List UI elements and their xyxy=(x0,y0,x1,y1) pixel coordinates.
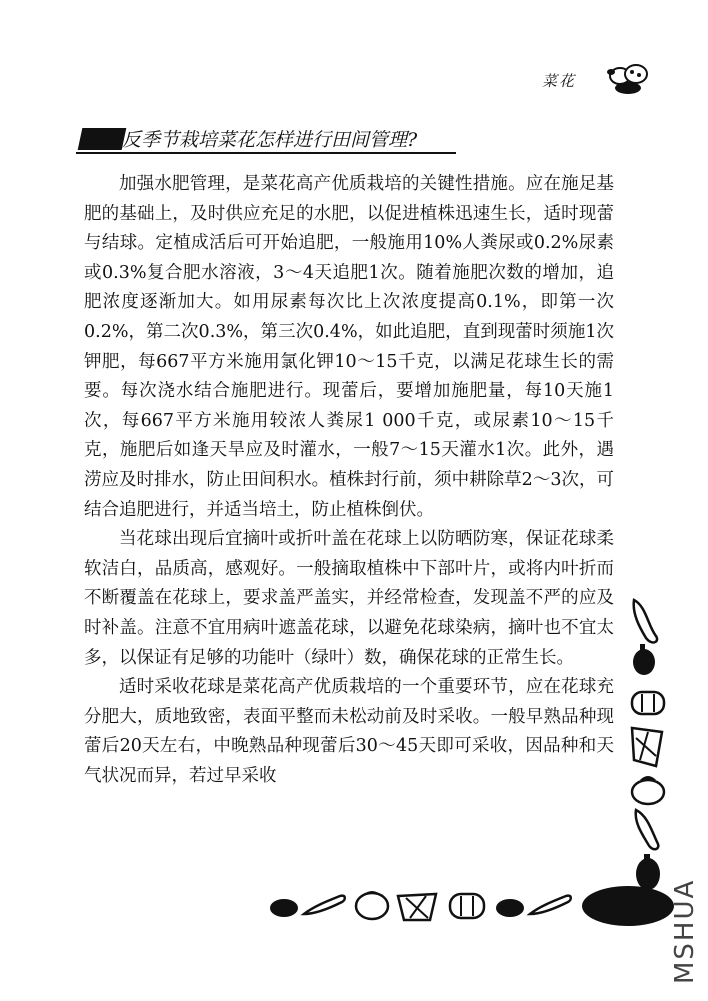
paragraph: 加强水肥管理，是菜花高产优质栽培的关键性措施。应在施足基肥的基础上，及时供应充足的水肥，以促进植株迅速生长，适时现蕾与结球。定植成活后可开始追肥，一般施用10%人粪尿或0.2%尿素或0.3%复合肥水溶液，3～4天追肥1次。随着施肥次数的增加，追肥浓度逐渐加大。如用尿素每次比上次浓度提高0.1%，即第一次0.2%，第二次0.3%，第三次0.4%，如此追肥，直到现蕾时须施1次钾肥，每667平方米施用氯化钾10～15千克，以满足花球生长的需要。每次浇水结合施肥进行。现蕾后，要增加施肥量，每10天施1次，每667平方米施用较浓人粪尿1 000千克，或尿素10～15千克，施肥后如逢天旱应及时灌水，一般7～15天灌水1次。此外，遇涝应及时排水，防止田间积水。植株封行前，须中耕除草2～3次，可结合追肥进行，并适当培土，防止植株倒伏。 xyxy=(84,174,614,520)
vegetable-row-icon xyxy=(260,880,680,930)
running-header: 菜花 xyxy=(542,72,577,90)
body-text xyxy=(84,170,614,791)
watermark-text: MSHUA xyxy=(670,878,700,984)
vegetable-cluster-icon xyxy=(606,62,652,96)
paragraph: 适时采收花球是菜花高产优质栽培的一个重要环节，应在花球充分肥大，质地致密，表面平整而未松动前及时采收。一般早熟品种现蕾后20天左右，中晚熟品种现蕾后30～45天即可采收，因品种和天气状况而异，若过早采收 xyxy=(84,677,614,786)
vegetable-column-icon xyxy=(626,596,670,896)
paragraph: 当花球出现后宜摘叶或折叶盖在花球上以防晒防寒，保证花球柔软洁白，品质高，感观好。一般摘取植株中下部叶片，或将内叶折而不断覆盖在花球上，要求盖严盖实，并经常检查，发现盖不严的应及时补盖。注意不宜用病叶遮盖花球，以避免花球染病，摘叶也不宜太多，以保证有足够的功能叶（绿叶）数，确保花球的正常生长。 xyxy=(84,529,614,668)
watermark xyxy=(666,866,706,986)
section-title: 反季节栽培菜花怎样进行田间管理? xyxy=(122,129,418,151)
section-heading xyxy=(76,128,456,154)
heading-marker xyxy=(78,128,127,150)
